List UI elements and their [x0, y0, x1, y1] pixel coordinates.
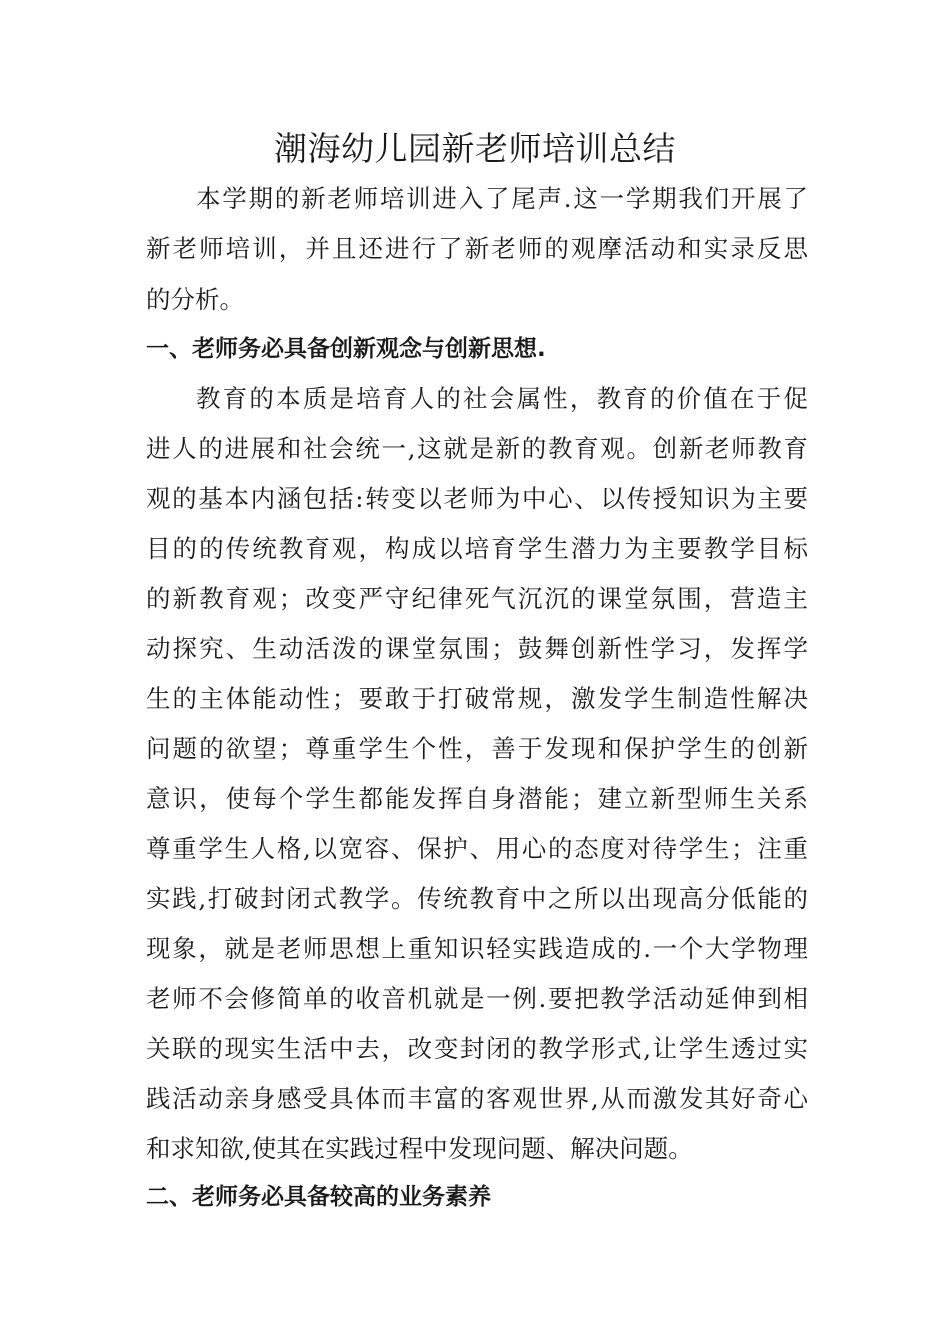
- section-1-line: 实践,打破封闭式教学。传统教育中之所以出现高分低能的: [146, 884, 808, 913]
- intro-line-1: 本学期的新老师培训进入了尾声.这一学期我们开展了: [196, 184, 808, 213]
- section-1-line: 问题的欲望；尊重学生个性，善于发现和保护学生的创新: [146, 734, 808, 763]
- section-1-line: 现象，就是老师思想上重知识轻实践造成的.一个大学物理: [146, 934, 808, 963]
- intro-line-2: 新老师培训，并且还进行了新老师的观摩活动和实录反思: [146, 234, 808, 263]
- section-1-line: 观的基本内涵包括:转变以老师为中心、以传授知识为主要: [146, 484, 808, 513]
- section-1-line: 践活动亲身感受具体而丰富的客观世界,从而激发其好奇心: [146, 1084, 808, 1113]
- section-1-line: 目的的传统教育观，构成以培育学生潜力为主要教学目标: [146, 534, 808, 563]
- section-1-line: 教育的本质是培育人的社会属性，教育的价值在于促: [196, 384, 808, 413]
- section-1-line: 老师不会修简单的收音机就是一例.要把教学活动延伸到相: [146, 984, 808, 1013]
- section-2-heading: 二、老师务必具备较高的业务素养: [146, 1184, 491, 1210]
- section-1-line: 进人的进展和社会统一,这就是新的教育观。创新老师教育: [146, 434, 808, 463]
- section-1-line: 动探究、生动活泼的课堂氛围；鼓舞创新性学习，发挥学: [146, 634, 808, 663]
- section-1-line: 关联的现实生活中去，改变封闭的教学形式,让学生透过实: [146, 1034, 808, 1063]
- section-1-line: 生的主体能动性；要敢于打破常规，激发学生制造性解决: [146, 684, 808, 713]
- intro-line-3: 的分析。: [146, 285, 244, 314]
- section-1-heading: 一、老师务必具备创新观念与创新思想.: [146, 336, 546, 362]
- section-1-line: 的新教育观；改变严守纪律死气沉沉的课堂氛围，营造主: [146, 584, 808, 613]
- section-1-line: 意识，使每个学生都能发挥自身潜能；建立新型师生关系: [146, 784, 808, 813]
- section-1-line: 尊重学生人格,以宽容、保护、用心的态度对待学生；注重: [146, 834, 808, 863]
- section-1-line: 和求知欲,使其在实践过程中发现问题、解决问题。: [146, 1134, 693, 1163]
- document-title: 潮海幼儿园新老师培训总结: [274, 129, 676, 168]
